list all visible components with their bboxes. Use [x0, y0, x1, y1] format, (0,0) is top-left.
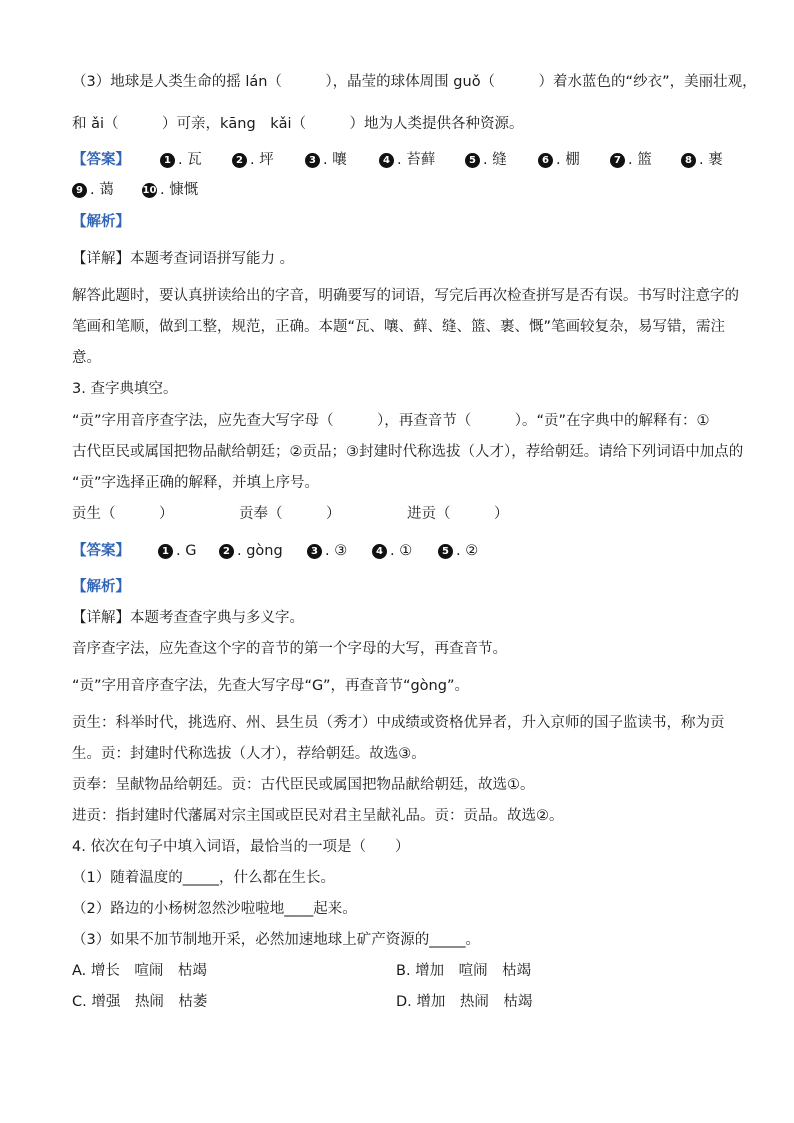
q4-sentence-1: （1）随着温度的_____，什么都在生长。 — [72, 870, 335, 886]
q3-explanation-line-5: 贡奉：呈献物品给朝廷。贡：古代臣民或属国把物品献给朝廷，故选①。 — [72, 777, 535, 793]
q2-answer-4: 4 . 苔藓 — [379, 150, 435, 170]
number-badge: 4 — [379, 153, 394, 168]
q4-title: 4. 依次在句子中填入词语，最恰当的一项是（ ） — [72, 839, 410, 855]
q2-answer-9: 9 . 蔼 — [72, 180, 114, 200]
q3-explanation-line-1: 音序查字法，应先查这个字的音节的第一个字母的大写，再查音节。 — [72, 641, 507, 657]
analysis-tag: 【解析】 — [72, 579, 130, 595]
q3-answer-5: 5 . ② — [438, 541, 478, 561]
number-badge: 8 — [681, 153, 696, 168]
q3-blank-2: 贡奉（ ） — [239, 506, 341, 522]
number-badge: 4 — [372, 544, 387, 559]
number-badge: 2 — [219, 544, 234, 559]
q3-answer-4: 4 . ① — [372, 541, 412, 561]
q3-blank-row — [72, 504, 512, 524]
q3-answer-3: 3 . ③ — [307, 541, 347, 561]
number-badge: 1 — [158, 544, 173, 559]
q3-text-line-1: “贡”字用音序查字法，应先查大写字母（ ），再查音节（ ）。“贡”在字典中的解释有：① — [72, 413, 710, 429]
analysis-tag: 【解析】 — [72, 214, 130, 230]
number-badge: 7 — [610, 153, 625, 168]
q3-blank-3: 进贡（ ） — [407, 506, 509, 522]
q3-text-line-3: “贡”字选择正确的解释，并填上序号。 — [72, 475, 320, 491]
q2-answer-5: 5 . 缝 — [465, 150, 507, 170]
q3-answer-1: 1 . G — [158, 541, 196, 561]
q2-answer-7: 7 . 篮 — [610, 150, 652, 170]
q2-answer-6: 6 . 棚 — [538, 150, 580, 170]
q4-option-c: C. 增强 热闹 枯萎 — [72, 994, 208, 1010]
number-badge: 2 — [232, 153, 247, 168]
q3-explanation-line-3: 贡生：科举时代，挑选府、州、县生员（秀才）中成绩或资格优异者，升入京师的国子监读书，称为贡 — [72, 715, 725, 731]
q2-answer-1: 1 . 瓦 — [160, 150, 202, 170]
q4-sentence-3: （3）如果不加节制地开采，必然加速地球上矿产资源的_____。 — [72, 932, 480, 948]
q2-answer-2: 2 . 坪 — [232, 150, 274, 170]
number-badge: 1 — [160, 153, 175, 168]
q2-explanation-line-3: 意。 — [72, 350, 101, 366]
q2-answer-row-1 — [72, 150, 732, 170]
number-badge: 6 — [538, 153, 553, 168]
q2-explanation-line-1: 解答此题时，要认真拼读给出的字音，明确要写的词语，写完后再次检查拼写是否有误。书写时注意字的 — [72, 288, 739, 304]
q3-text-line-2: 古代臣民或属国把物品献给朝廷；②贡品；③封建时代称选拔（人才），荐给朝廷。请给下列词语中加点的 — [72, 444, 744, 460]
q3-explanation-line-6: 进贡：指封建时代藩属对宗主国或臣民对君主呈献礼品。贡：贡品。故选②。 — [72, 808, 564, 824]
q2-answer-row-2 — [72, 180, 372, 200]
answer-tag: 【答案】 — [72, 152, 130, 168]
number-badge: 3 — [307, 544, 322, 559]
q4-option-b: B. 增加 喧闹 枯竭 — [396, 963, 532, 979]
q2-detail: 【详解】本题考查词语拼写能力 。 — [72, 251, 295, 267]
q3-title: 3. 查字典填空。 — [72, 381, 178, 397]
number-badge: 5 — [465, 153, 480, 168]
q2-explanation-line-2: 笔画和笔顺，做到工整，规范，正确。本题“瓦、嚷、藓、缝、篮、裹、慨”笔画较复杂，易写错，需注 — [72, 319, 726, 335]
q3-blank-1: 贡生（ ） — [72, 506, 174, 522]
number-badge: 9 — [72, 183, 87, 198]
number-badge: 5 — [438, 544, 453, 559]
q3-explanation-line-2: “贡”字用音序查字法，先查大写字母“G”，再查音节“gòng”。 — [72, 678, 469, 694]
q2-answer-3: 3 . 嚷 — [305, 150, 347, 170]
q3-answer-row — [72, 541, 492, 561]
q4-sentence-2: （2）路边的小杨树忽然沙啦啦地____起来。 — [72, 901, 357, 917]
q3-explanation-line-4: 生。贡：封建时代称选拔（人才），荐给朝廷。故选③。 — [72, 746, 426, 762]
answer-tag: 【答案】 — [72, 543, 130, 559]
q4-option-d: D. 增加 热闹 枯竭 — [396, 994, 533, 1010]
number-badge: 10 — [142, 185, 157, 196]
number-badge: 3 — [305, 153, 320, 168]
q3-detail: 【详解】本题考查查字典与多义字。 — [72, 610, 304, 626]
q3-answer-2: 2 . gòng — [219, 541, 283, 561]
q2-sentence-line-1: （3）地球是人类生命的摇 lán（ ），晶莹的球体周围 guǒ（ ）着水蓝色的“纱衣”，美丽壮观， — [72, 74, 757, 90]
q4-option-a: A. 增长 喧闹 枯竭 — [72, 963, 207, 979]
q2-answer-8: 8 . 裹 — [681, 150, 723, 170]
q2-sentence-line-2: 和 ǎi（ ）可亲，kāng kǎi（ ）地为人类提供各种资源。 — [72, 116, 524, 132]
q2-answer-10: 10 . 慷慨 — [142, 182, 199, 198]
